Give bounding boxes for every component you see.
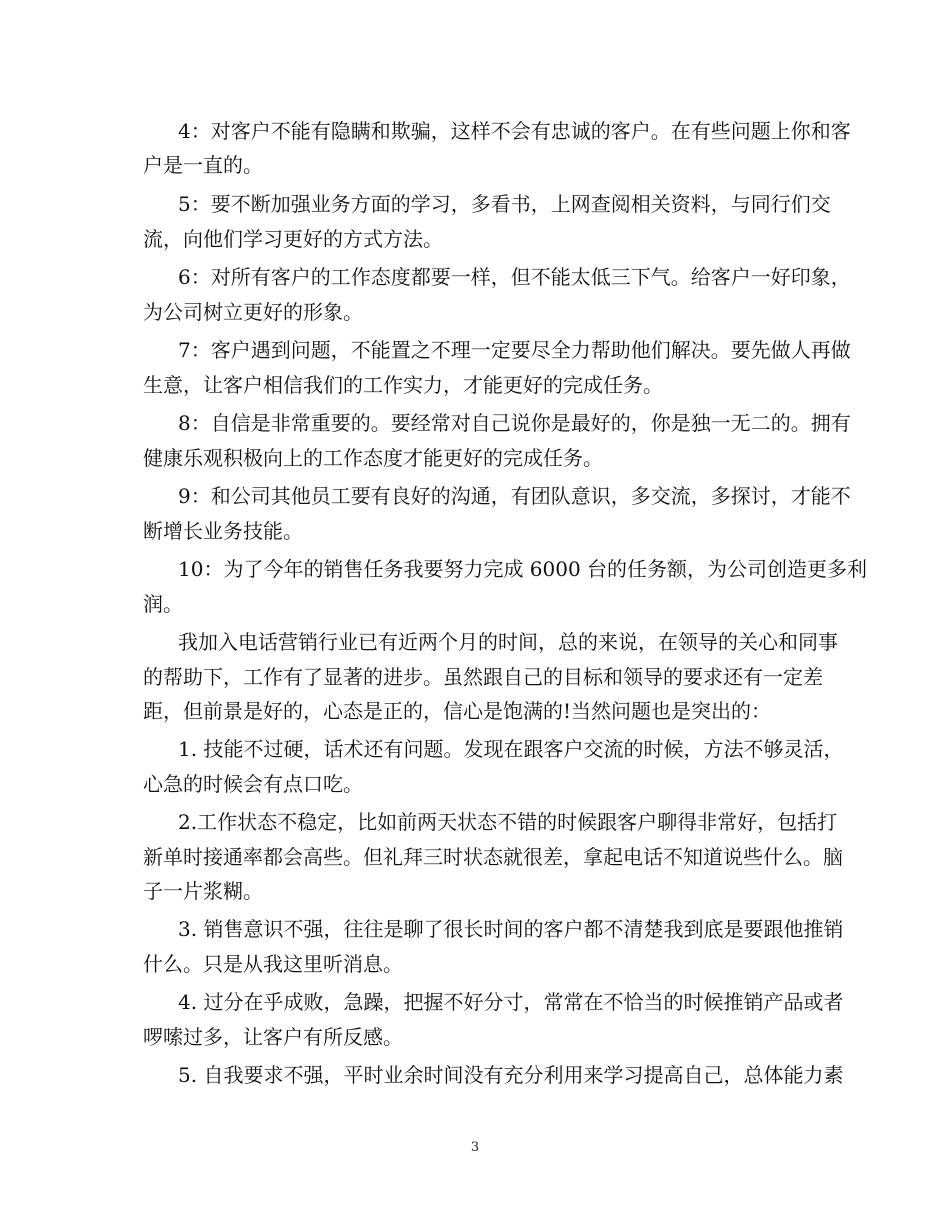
- text-line: 距，但前景是好的，心态是正的，信心是饱满的!当然问题也是突出的：: [143, 699, 772, 723]
- text-line: 为公司树立更好的形象。: [143, 300, 363, 324]
- text-line: 2.工作状态不稳定，比如前两天状态不错的时候跟客户聊得非常好，包括打: [178, 810, 838, 834]
- text-line: 5：要不断加强业务方面的学习，多看书，上网查阅相关资料，与同行们交: [178, 192, 831, 216]
- text-line: 润。: [143, 592, 183, 616]
- text-line: 断增长业务技能。: [143, 519, 303, 543]
- text-line: 新单时接通率都会高些。但礼拜三时状态就很差，拿起电话不知道说些什么。脑: [143, 845, 843, 869]
- text-line: 我加入电话营销行业已有近两个月的时间，总的来说，在领导的关心和同事: [178, 630, 838, 654]
- text-line: 4. 过分在乎成败，急躁，把握不好分寸，常常在不恰当的时候推销产品或者: [178, 990, 844, 1014]
- text-line: 子一片浆糊。: [143, 879, 263, 903]
- text-line: 流，向他们学习更好的方式方法。: [143, 227, 443, 251]
- text-line: 的帮助下，工作有了显著的进步。虽然跟自己的目标和领导的要求还有一定差: [143, 665, 823, 689]
- text-line: 健康乐观积极向上的工作态度才能更好的完成任务。: [143, 446, 603, 470]
- text-line: 10：为了今年的销售任务我要努力完成 6000 台的任务额，为公司创造更多利: [178, 557, 868, 581]
- text-line: 1. 技能不过硬，话术还有问题。发现在跟客户交流的时候，方法不够灵活，: [178, 737, 844, 761]
- text-line: 9：和公司其他员工要有良好的沟通，有团队意识，多交流，多探讨，才能不: [178, 484, 851, 508]
- text-line: 什么。只是从我这里听消息。: [143, 952, 403, 976]
- text-line: 8：自信是非常重要的。要经常对自己说你是最好的，你是独一无二的。拥有: [178, 411, 851, 435]
- text-line: 6：对所有客户的工作态度都要一样，但不能太低三下气。给客户一好印象，: [178, 265, 851, 289]
- text-line: 啰嗦过多，让客户有所反感。: [143, 1025, 403, 1049]
- text-line: 生意，让客户相信我们的工作实力，才能更好的完成任务。: [143, 373, 663, 397]
- page-number: 3: [470, 1140, 480, 1155]
- text-line: 户是一直的。: [143, 153, 263, 177]
- text-line: 3. 销售意识不强，往往是聊了很长时间的客户都不清楚我到底是要跟他推销: [178, 917, 844, 941]
- text-line: 7：客户遇到问题，不能置之不理一定要尽全力帮助他们解决。要先做人再做: [178, 338, 851, 362]
- text-line: 4：对客户不能有隐瞒和欺骗，这样不会有忠诚的客户。在有些问题上你和客: [178, 119, 851, 143]
- text-line: 5. 自我要求不强，平时业余时间没有充分利用来学习提高自己，总体能力素: [178, 1063, 844, 1087]
- text-line: 心急的时候会有点口吃。: [143, 772, 363, 796]
